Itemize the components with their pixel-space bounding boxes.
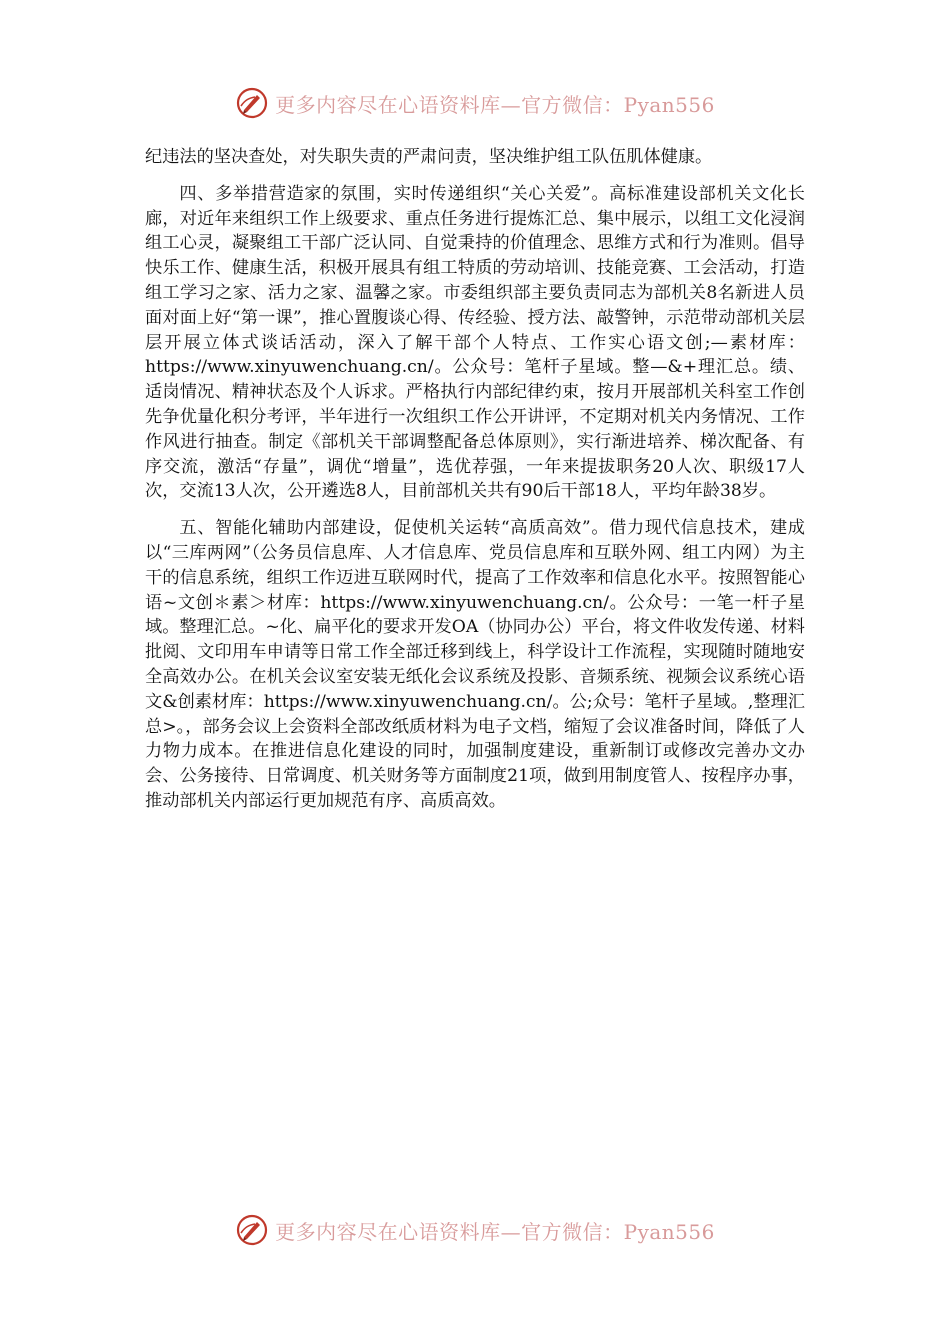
paragraph-section-five: 五、智能化辅助内部建设，促使机关运转“高质高效”。借力现代信息技术，建成以“三库两网”（公务员信息库、人才信息库、党员信息库和互联外网、组工内网）为主干的信息系统，组织工作迈进互联网时代，提高了工作效率和信息化水平。按照智能心语~文创＊素＞材库：https://www.xinyuwenchuang.cn/。公众号：一笔一杆子星域。整理汇总。~化、扁平化的要求开发OA（协同办公）平台，将文件收发传递、材料批阅、文印用车申请等日常工作全部迁移到线上，科学设计工作流程，实现随时随地安全高效办公。在机关会议室安装无纸化会议系统及投影、音频系统、视频会议系统心语文&创素材库：https://www.xinyuwenchuang.cn/。公;众号：笔杆子星域。,整理汇总>。，部务会议上会资料全部改纸质材料为电子文档，缩短了会议准备时间，降低了人力物力成本。在推进信息化建设的同时，加强制度建设，重新制订或修改完善办文办会、公务接待、日常调度、机关财务等方面制度21项，做到用制度管人、按程序办事，推动部机关内部运行更加规范有序、高质高效。 <box>145 518 805 811</box>
paragraph-continuation: 纪违法的坚决查处，对失职失责的严肃问责，坚决维护组工队伍肌体健康。 <box>145 147 713 167</box>
document-body <box>145 145 805 826</box>
header-banner-text: 更多内容尽在心语资料库—官方微信：Pyan556 <box>275 92 715 117</box>
pen-logo-icon <box>235 1213 269 1247</box>
header-banner <box>0 86 950 120</box>
paragraph-section-four: 四、多举措营造家的氛围，实时传递组织“关心关爱”。高标准建设部机关文化长廊，对近年来组织工作上级要求、重点任务进行提炼汇总、集中展示，以组工文化浸润组工心灵，凝聚组工干部广泛认同、自觉秉持的价值理念、思维方式和行为准则。倡导快乐工作、健康生活，积极开展具有组工特质的劳动培训、技能竞赛、工会活动，打造组工学习之家、活力之家、温馨之家。市委组织部主要负责同志为部机关8名新进人员面对面上好“第一课”，推心置腹谈心得、传经验、授方法、敲警钟，示范带动部机关层层开展立体式谈话活动，深入了解干部个人特点、工作实心语文创;—素材库：https://www.xinyuwenchuang.cn/。公众号：笔杆子星域。整—&+理汇总。绩、适岗情况、精神状态及个人诉求。严格执行内部纪律约束，按月开展部机关科室工作创先争优量化积分考评，半年进行一次组织工作公开讲评，不定期对机关内务情况、工作作风进行抽查。制定《部机关干部调整配备总体原则》，实行渐进培养、梯次配备、有序交流，激活“存量”，调优“增量”，选优荐强，一年来提拔职务20人次、职级17人次，交流13人次，公开遴选8人，目前部机关共有90后干部18人，平均年龄38岁。 <box>145 183 805 502</box>
pen-logo-icon <box>235 86 269 120</box>
footer-banner-text: 更多内容尽在心语资料库—官方微信：Pyan556 <box>275 1219 715 1244</box>
footer-banner <box>0 1213 950 1247</box>
